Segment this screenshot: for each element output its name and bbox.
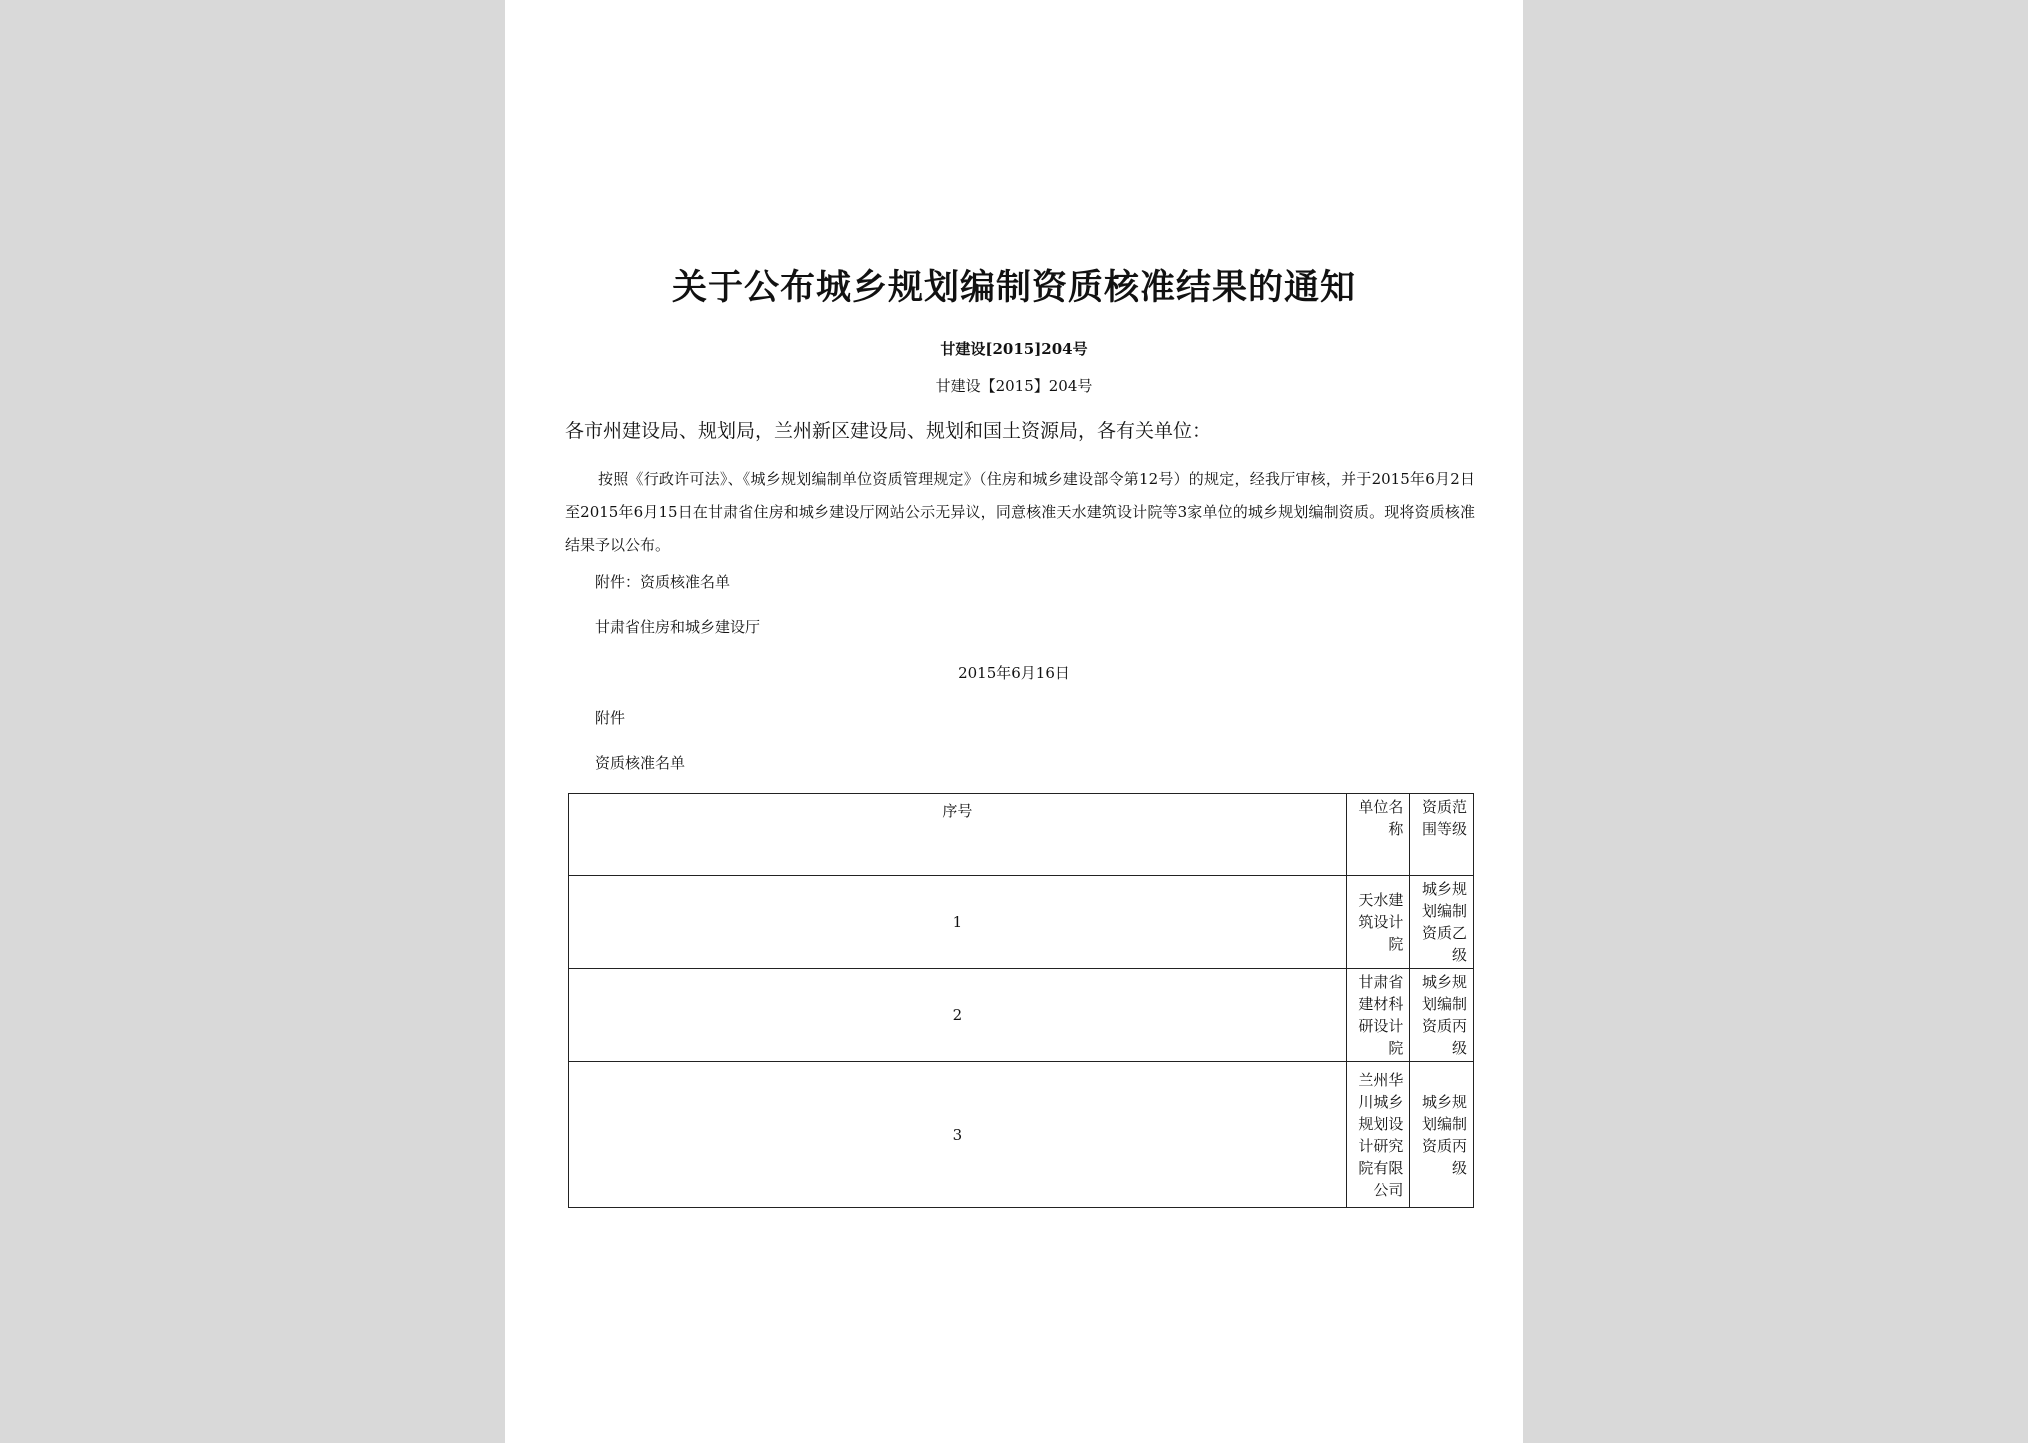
row-name: 甘肃省建材科研设计院 xyxy=(1346,969,1410,1062)
header-seq: 序号 xyxy=(569,794,1347,876)
list-heading: 资质核准名单 xyxy=(595,754,686,772)
row-level: 城乡规划编制资质乙级 xyxy=(1410,876,1474,969)
recipients-line: 各市州建设局、规划局，兰州新区建设局、规划和国土资源局，各有关单位： xyxy=(565,420,1212,442)
body-paragraph: 按照《行政许可法》、《城乡规划编制单位资质管理规定》（住房和城乡建设部令第12号）的规定，经我厅审核，并于2015年6月2日至2015年6月15日在甘肃省住房和城乡建设厅网站公示无异议，同意核准天水建筑设计院等3家单位的城乡规划编制资质。现将资质核准结果予以公布。 xyxy=(565,470,1475,554)
attachment-heading: 附件 xyxy=(595,709,626,727)
table-row xyxy=(569,969,1474,1062)
row-seq: 1 xyxy=(569,876,1347,969)
row-name: 兰州华川城乡规划设计研究院有限公司 xyxy=(1346,1062,1410,1208)
table-header-row xyxy=(569,794,1474,876)
issue-date: 2015年6月16日 xyxy=(958,664,1070,682)
header-level: 资质范围等级 xyxy=(1410,794,1474,876)
header-name: 单位名称 xyxy=(1346,794,1410,876)
doc-number-secondary: 甘建设【2015】204号 xyxy=(935,377,1093,395)
row-name: 天水建筑设计院 xyxy=(1346,876,1410,969)
attachment-note: 附件：资质核准名单 xyxy=(595,573,731,591)
document-title: 关于公布城乡规划编制资质核准结果的通知 xyxy=(671,267,1356,308)
row-seq: 2 xyxy=(569,969,1347,1062)
row-level: 城乡规划编制资质丙级 xyxy=(1410,1062,1474,1208)
table-row xyxy=(569,876,1474,969)
document-page xyxy=(505,0,1523,1443)
row-seq: 3 xyxy=(569,1062,1347,1208)
doc-number-primary: 甘建设[2015]204号 xyxy=(940,340,1088,358)
qualification-table xyxy=(568,793,1474,1208)
issuer: 甘肃省住房和城乡建设厅 xyxy=(595,618,761,636)
table-row xyxy=(569,1062,1474,1208)
row-level: 城乡规划编制资质丙级 xyxy=(1410,969,1474,1062)
